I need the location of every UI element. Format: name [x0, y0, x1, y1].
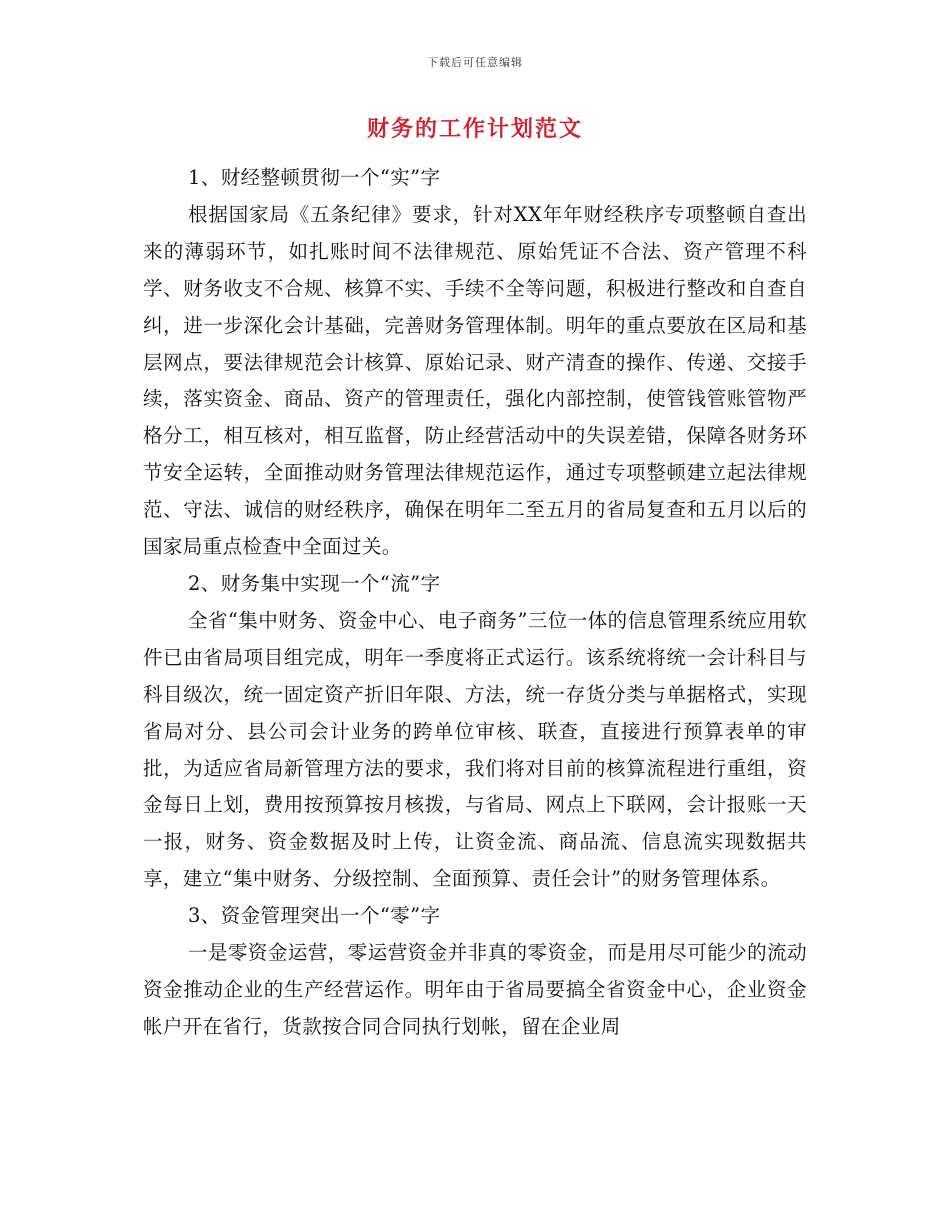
section-heading-2: 2、财务集中实现一个“流”字: [188, 571, 441, 595]
paragraph-2: 全省“集中财务、资金中心、电子商务”三位一体的信息管理系统应用软件已由省局项目组完成，明年一季度将正式运行。该系统将统一会计科目与科目级次，统一固定资产折旧年限、方法，统一存货分类与单据格式，实现省局对分、县公司会计业务的跨单位审核、联查，直接进行预算表单的审批，为适应省局新管理方法的要求，我们将对目前的核算流程进行重组，资金每日上划，费用按预算按月核拨，与省局、网点上下联网，会计报账一天一报，财务、资金数据及时上传，让资金流、商品流、信息流实现数据共享，建立“集中财务、分级控制、全面预算、责任会计”的财务管理体系。: [143, 608, 807, 891]
document-body: [143, 160, 807, 1046]
section-heading-3: 3、资金管理突出一个“零”字: [188, 904, 441, 928]
section-heading-1: 1、财经整顿贯彻一个“实”字: [188, 166, 441, 189]
paragraph-3: 一是零资金运营，零运营资金并非真的零资金，而是用尽可能少的流动资金推动企业的生产经营运作。明年由于省局要搞全省资金中心，企业资金帐户开在省行，货款按合同合同执行划帐，留在企业周: [143, 941, 807, 1038]
document-title: 财务的工作计划范文: [366, 116, 583, 142]
paragraph-1: 根据国家局《五条纪律》要求，针对XX年年财经秩序专项整顿自查出来的薄弱环节，如扎账时间不法律规范、原始凭证不合法、资产管理不科学、财务收支不合规、核算不实、手续不全等问题，积极进行整改和自查自纠，进一步深化会计基础，完善财务管理体制。明年的重点要放在区局和基层网点，要法律规范会计核算、原始记录、财产清查的操作、传递、交接手续，落实资金、商品、资产的管理责任，强化内部控制，使管钱管账管物严格分工，相互核对，相互监督，防止经营活动中的失误差错，保障各财务环节安全运转，全面推动财务管理法律规范运作，通过专项整顿建立起法律规范、守法、诚信的财经秩序，确保在明年二至五月的省局复查和五月以后的国家局重点检查中全面过关。: [143, 202, 807, 559]
header-note: 下载后可任意编辑: [427, 56, 523, 69]
